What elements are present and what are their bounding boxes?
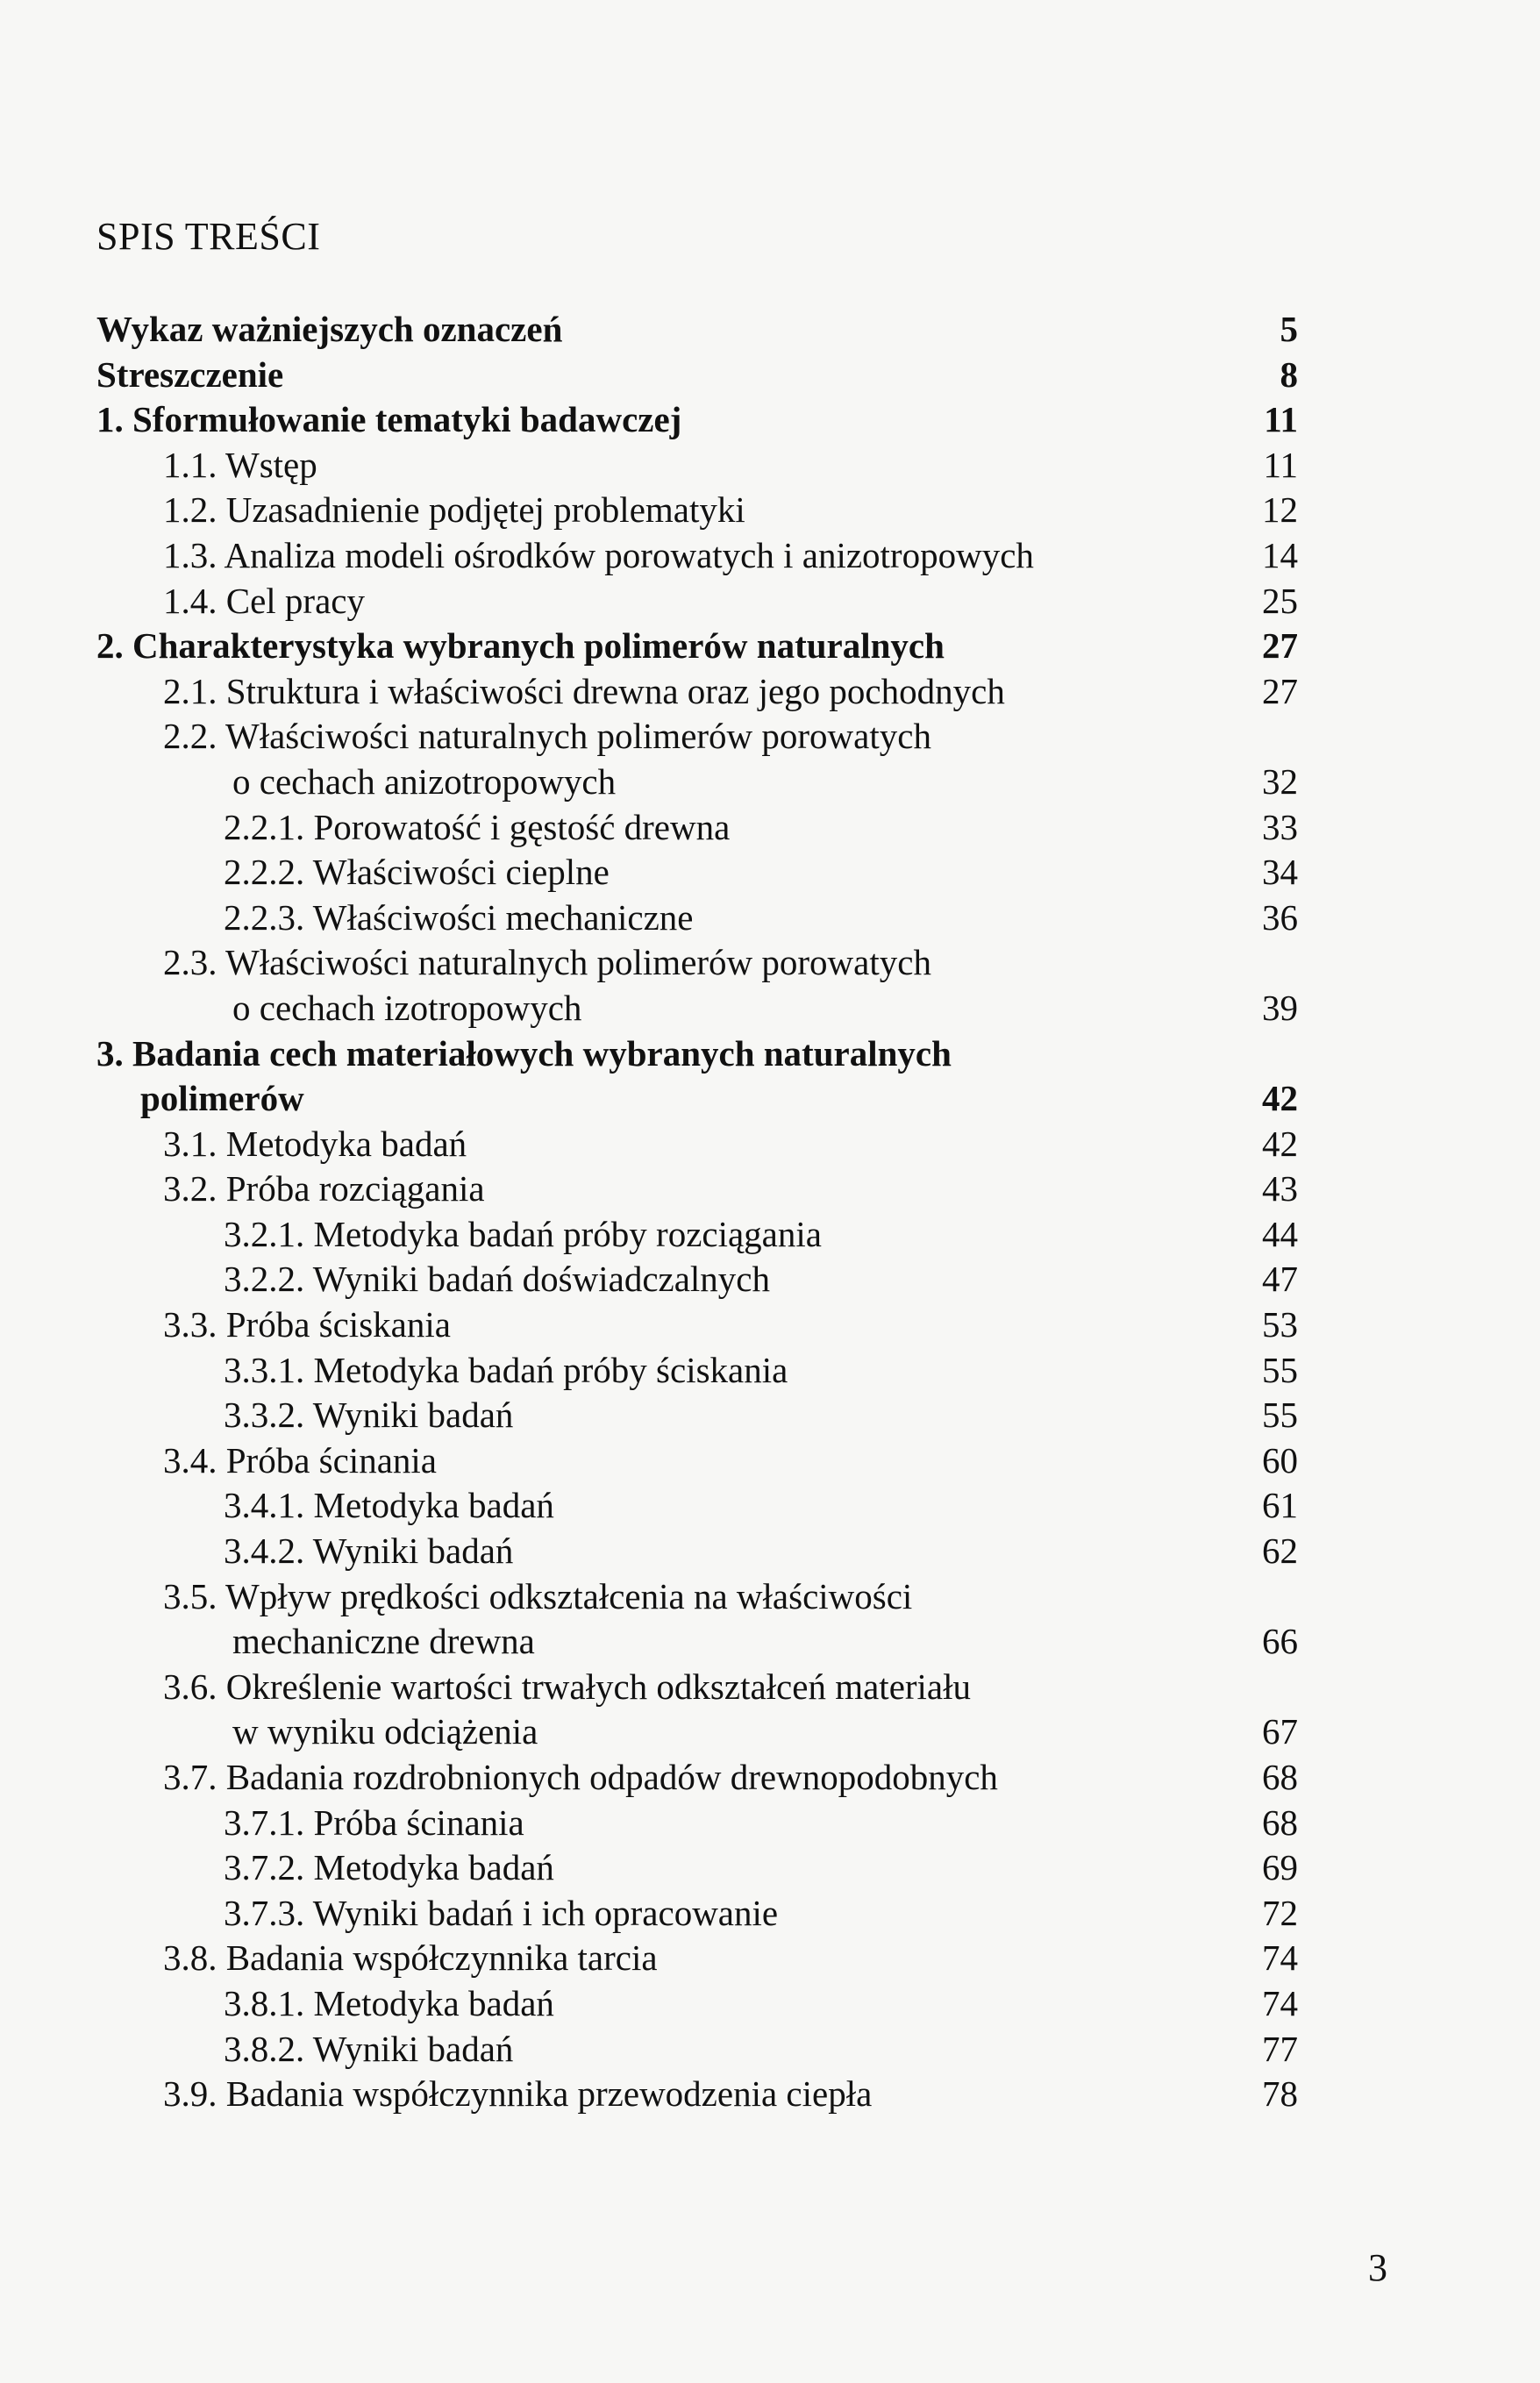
toc-entry-title: 2.1. Struktura i właściwości drewna oraz jego pochodnych (163, 670, 1005, 711)
toc-entry-page: 42 (1262, 1123, 1298, 1164)
toc-entry-page: 77 (1262, 2028, 1298, 2069)
toc-entry (96, 1755, 1298, 1801)
toc-entry-title: 1.4. Cel pracy (163, 580, 365, 621)
toc-entry-title: 2.2.2. Właściwości cieplne (224, 852, 610, 893)
toc-entry-title: 1. Sformułowanie tematyki badawczej (96, 399, 682, 440)
toc-entry-title: 2. Charakterystyka wybranych polimerów naturalnych (96, 625, 945, 667)
toc-entry-title: polimerów (140, 1078, 304, 1119)
toc-entry-page: 43 (1262, 1168, 1298, 1209)
toc-entry-page: 11 (1264, 399, 1298, 440)
toc-entry-page: 8 (1280, 353, 1298, 395)
toc-entry-title: 3.2.1. Metodyka badań próby rozciągania (224, 1213, 822, 1254)
toc-entry-title: 3.9. Badania współczynnika przewodzenia ciepła (163, 2073, 873, 2115)
toc-entry-title: 3. Badania cech materiałowych wybranych naturalnych (96, 1032, 952, 1074)
toc-entry-page: 47 (1262, 1259, 1298, 1300)
toc-entry (96, 307, 1298, 353)
toc-entry (96, 1665, 1298, 1710)
toc-entry (96, 1122, 1298, 1167)
toc-entry-title: 3.4. Próba ścinania (163, 1439, 437, 1480)
toc-entry-page: 68 (1262, 1757, 1298, 1797)
toc-entry-title: 3.4.1. Metodyka badań (224, 1485, 554, 1526)
toc-entry-page: 53 (1262, 1304, 1298, 1345)
toc-entry (96, 1709, 1298, 1755)
toc-entry-title: 1.3. Analiza modeli ośrodków porowatych i anizotropowych (163, 534, 1034, 575)
toc-entry (96, 1801, 1298, 1846)
toc-entry-page: 66 (1262, 1621, 1298, 1662)
toc-entry-title: 3.8.1. Metodyka badań (224, 1982, 554, 2023)
toc-entry-title: w wyniku odciążenia (232, 1711, 538, 1752)
toc-entry (96, 488, 1298, 533)
toc-entry (96, 986, 1298, 1031)
toc-entry-page: 12 (1262, 489, 1298, 531)
toc-entry (96, 1936, 1298, 1981)
toc-entry (96, 443, 1298, 489)
toc-entry-title: 3.4.2. Wyniki badań (224, 1530, 514, 1572)
toc-entry (96, 1031, 1298, 1077)
toc-entry-title: 3.5. Wpływ prędkości odkształcenia na właściwości (163, 1575, 913, 1616)
toc-entry-title: mechaniczne drewna (232, 1621, 535, 1662)
toc-entry-page: 34 (1262, 852, 1298, 893)
table-of-contents (96, 307, 1298, 2117)
toc-entry-title: 3.6. Określenie wartości trwałych odkształceń materiału (163, 1666, 972, 1707)
toc-entry-page: 74 (1262, 1982, 1298, 2023)
toc-entry (96, 1302, 1298, 1348)
toc-entry-page: 61 (1262, 1485, 1298, 1526)
toc-entry-title: 2.2.3. Właściwości mechaniczne (224, 896, 694, 938)
toc-entry-title: o cechach izotropowych (232, 987, 582, 1028)
toc-entry-page: 55 (1262, 1349, 1298, 1390)
toc-entry-title: 3.7.3. Wyniki badań i ich opracowanie (224, 1892, 779, 1933)
toc-entry-title: 3.7. Badania rozdrobnionych odpadów drewnopodobnych (163, 1757, 998, 1797)
toc-entry (96, 714, 1298, 760)
toc-entry (96, 1574, 1298, 1620)
toc-entry (96, 805, 1298, 851)
toc-entry-page: 60 (1262, 1439, 1298, 1480)
toc-entry-page: 27 (1262, 670, 1298, 711)
toc-entry (96, 1076, 1298, 1122)
toc-entry-title: 3.8. Badania współczynnika tarcia (163, 1937, 658, 1979)
toc-entry (96, 1529, 1298, 1574)
toc-entry-title: 3.1. Metodyka badań (163, 1123, 467, 1164)
toc-entry (96, 579, 1298, 624)
toc-entry (96, 1393, 1298, 1438)
toc-entry-page: 68 (1262, 1802, 1298, 1843)
page-number: 3 (1368, 2246, 1387, 2289)
toc-entry-title: 3.3.2. Wyniki badań (224, 1395, 514, 1436)
toc-entry (96, 1212, 1298, 1258)
toc-entry-page: 42 (1262, 1078, 1298, 1119)
toc-entry (96, 624, 1298, 669)
toc-entry (96, 895, 1298, 941)
toc-entry (96, 1438, 1298, 1484)
toc-entry (96, 1845, 1298, 1891)
toc-entry (96, 397, 1298, 443)
toc-entry-page: 74 (1262, 1937, 1298, 1979)
toc-entry-page: 44 (1262, 1213, 1298, 1254)
toc-entry-title: 1.2. Uzasadnienie podjętej problematyki (163, 489, 745, 531)
toc-entry (96, 1619, 1298, 1665)
toc-entry-title: Wykaz ważniejszych oznaczeń (96, 309, 563, 349)
toc-entry-title: 3.2.2. Wyniki badań doświadczalnych (224, 1259, 771, 1300)
toc-entry-title: 3.3. Próba ściskania (163, 1304, 451, 1345)
toc-entry (96, 1167, 1298, 1212)
toc-entry-page: 78 (1262, 2073, 1298, 2115)
toc-entry-title: 2.2. Właściwości naturalnych polimerów porowatych (163, 716, 931, 757)
toc-entry-page: 69 (1262, 1847, 1298, 1888)
toc-entry (96, 940, 1298, 986)
toc-entry (96, 760, 1298, 805)
toc-entry (96, 353, 1298, 398)
toc-entry (96, 2072, 1298, 2117)
toc-entry-page: 27 (1262, 625, 1298, 667)
toc-entry-page: 39 (1262, 987, 1298, 1028)
toc-entry-title: 3.7.1. Próba ścinania (224, 1802, 524, 1843)
toc-entry (96, 1483, 1298, 1529)
toc-entry-page: 67 (1262, 1711, 1298, 1752)
toc-entry-page: 33 (1262, 806, 1298, 847)
toc-entry-title: 3.3.1. Metodyka badań próby ściskania (224, 1349, 788, 1390)
toc-entry-page: 32 (1262, 760, 1298, 802)
toc-entry-page: 55 (1262, 1395, 1298, 1436)
toc-entry-title: 1.1. Wstęp (163, 444, 317, 485)
toc-entry-page: 25 (1262, 580, 1298, 621)
toc-entry (96, 850, 1298, 895)
toc-entry (96, 1348, 1298, 1394)
toc-entry-page: 5 (1280, 309, 1298, 349)
toc-entry-page: 72 (1262, 1892, 1298, 1933)
toc-entry (96, 533, 1298, 579)
toc-entry (96, 1981, 1298, 2027)
toc-entry-title: 2.2.1. Porowatość i gęstość drewna (224, 806, 731, 847)
toc-entry (96, 669, 1298, 715)
toc-entry (96, 1891, 1298, 1937)
page-title: SPIS TREŚCI (96, 215, 321, 258)
toc-entry-title: 2.3. Właściwości naturalnych polimerów porowatych (163, 942, 931, 983)
toc-entry-title: 3.8.2. Wyniki badań (224, 2028, 514, 2069)
toc-entry-title: Streszczenie (96, 353, 284, 395)
toc-entry-page: 14 (1262, 534, 1298, 575)
toc-entry (96, 1257, 1298, 1302)
toc-entry (96, 2027, 1298, 2073)
toc-entry-page: 36 (1262, 896, 1298, 938)
toc-entry-title: 3.2. Próba rozciągania (163, 1168, 485, 1209)
toc-entry-page: 11 (1263, 444, 1298, 485)
toc-entry-title: o cechach anizotropowych (232, 760, 617, 802)
toc-entry-title: 3.7.2. Metodyka badań (224, 1847, 554, 1888)
toc-entry-page: 62 (1262, 1530, 1298, 1572)
